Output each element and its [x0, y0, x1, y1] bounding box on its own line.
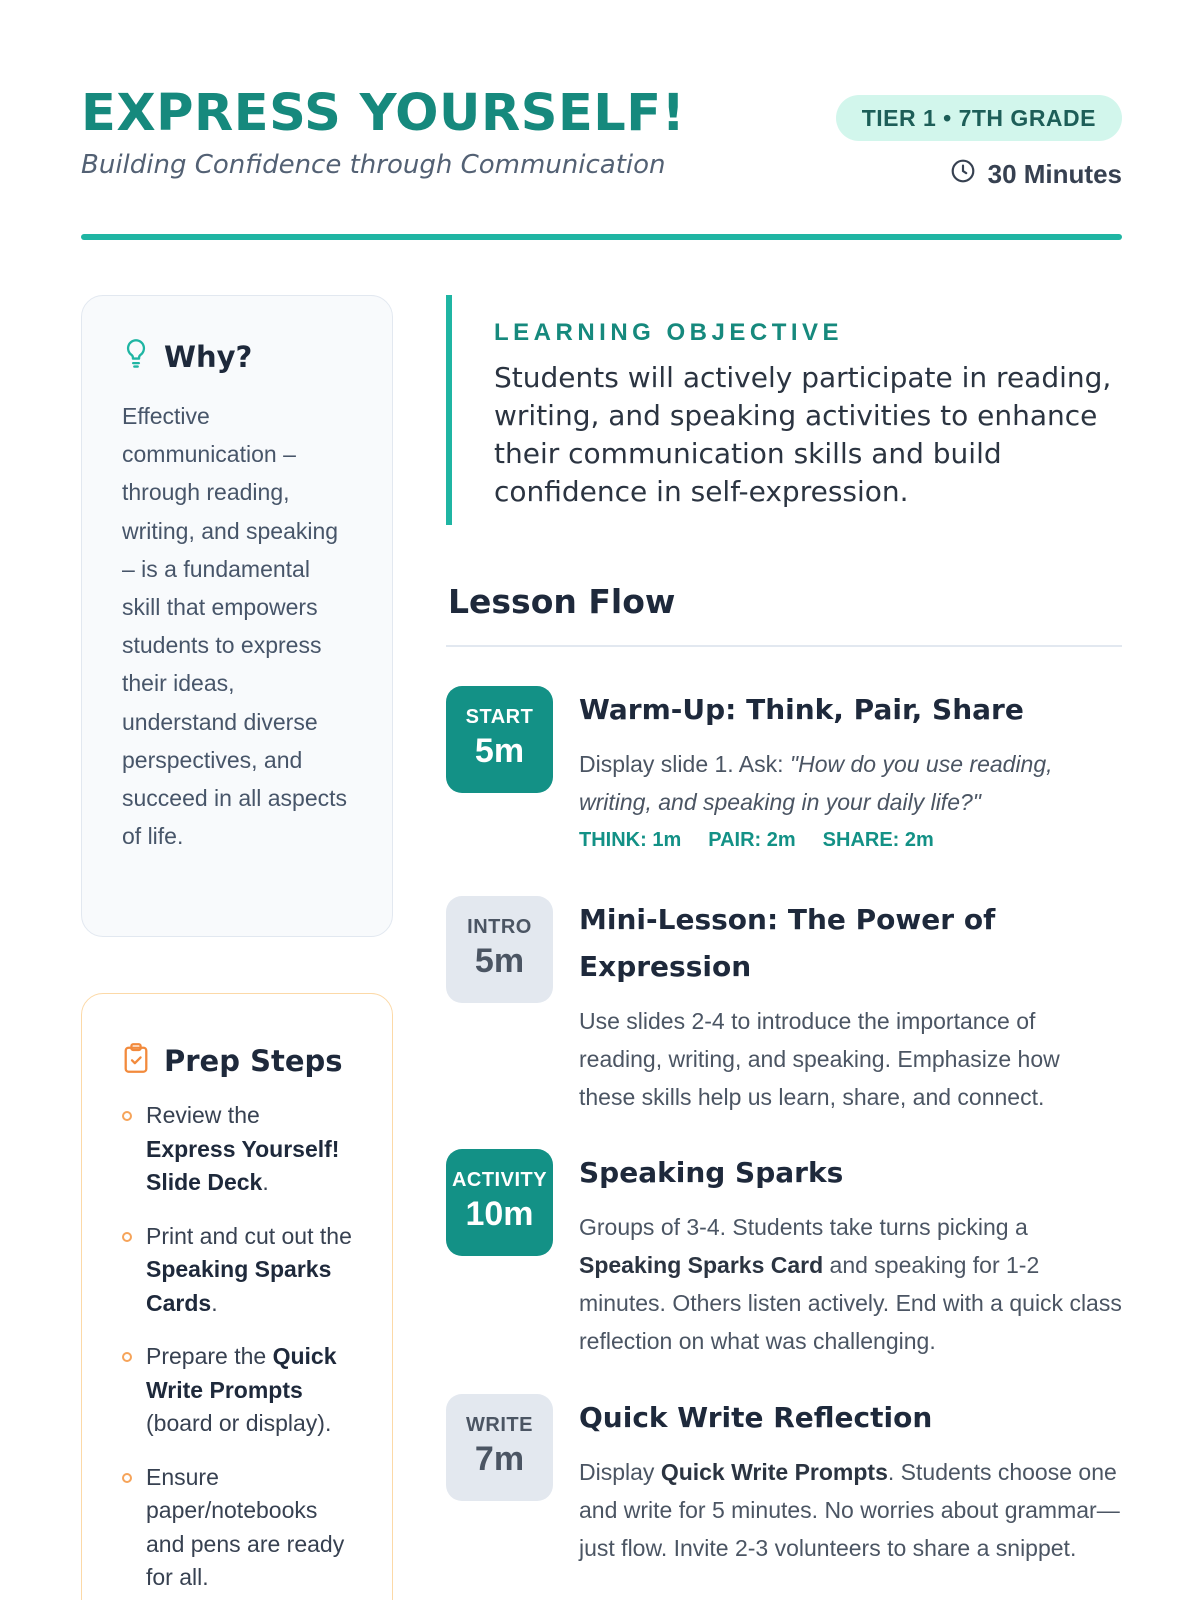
prep-list	[122, 1099, 352, 1595]
duration-text: 30 Minutes	[987, 159, 1122, 189]
timing-pair: PAIR: 2m	[708, 829, 796, 851]
step-title: Warm-Up: Think, Pair, Share	[579, 693, 1024, 726]
page-header	[81, 84, 1122, 244]
step-body	[579, 686, 1122, 852]
lesson-flow-divider	[446, 645, 1122, 647]
step-label: START	[465, 706, 534, 728]
step-body	[579, 1149, 1122, 1360]
step-description: Display Quick Write Prompts. Students choose one and write for 5 minutes. No worries about grammar—just flow. Invite 2-3 volunteers to share a snippet.	[579, 1459, 1120, 1561]
prep-card-header	[122, 1042, 352, 1079]
page-title: EXPRESS YOURSELF!	[81, 84, 686, 143]
header-divider	[81, 234, 1122, 240]
step-description: Groups of 3-4. Students take turns picking a Speaking Sparks Card and speaking for 1-2 minutes. Others listen actively. End with a quick class reflection on what was challenging.	[579, 1214, 1122, 1354]
bullet-icon	[122, 1232, 132, 1242]
prep-item: Ensure paper/notebooks and pens are ready for all.	[122, 1461, 352, 1595]
duration	[950, 158, 1122, 191]
lightbulb-icon	[122, 338, 150, 375]
prep-steps-card	[81, 993, 393, 1600]
step-time-pill	[446, 1149, 553, 1256]
objective-text: Students will actively participate in reading, writing, and speaking activities to enhance their communication skills and build confidence in self-expression.	[494, 361, 1112, 508]
prep-title: Prep Steps	[164, 1043, 343, 1078]
grade-badge: TIER 1 • 7TH GRADE	[836, 95, 1122, 141]
step-timings	[579, 829, 1122, 852]
page-subtitle: Building Confidence through Communication	[81, 150, 666, 180]
why-card	[81, 295, 393, 937]
step-description: Display slide 1. Ask: "How do you use reading, writing, and speaking in your daily life?"	[579, 751, 1053, 815]
why-title: Why?	[164, 339, 253, 374]
prep-item: Print and cut out the Speaking Sparks Cards.	[122, 1220, 352, 1321]
step-time: 5m	[474, 942, 525, 980]
step-title: Mini-Lesson: The Power of Expression	[579, 903, 996, 983]
prep-item: Review the Express Yourself! Slide Deck.	[122, 1099, 352, 1200]
prep-item: Prepare the Quick Write Prompts (board or display).	[122, 1340, 352, 1441]
step-time: 5m	[474, 732, 525, 770]
step-time-pill	[446, 686, 553, 793]
step-time-pill	[446, 1394, 553, 1501]
step-title: Speaking Sparks	[579, 1156, 844, 1189]
step-time: 7m	[474, 1440, 525, 1478]
timing-share: SHARE: 2m	[822, 829, 934, 851]
why-body: Effective communication – through reading, writing, and speaking – is a fundamental skill that empowers students to express their ideas, understand diverse perspectives, and succeed in all aspects of life.	[122, 403, 348, 850]
step-label: WRITE	[466, 1414, 533, 1436]
objective-label: LEARNING OBJECTIVE	[494, 319, 844, 346]
lesson-flow-title: Lesson Flow	[448, 582, 676, 621]
learning-objective	[446, 295, 1122, 525]
clock-icon	[950, 158, 976, 191]
bullet-icon	[122, 1352, 132, 1362]
step-label: ACTIVITY	[451, 1169, 548, 1191]
step-body	[579, 896, 1122, 1116]
step-description: Use slides 2-4 to introduce the importance of reading, writing, and speaking. Emphasize how these skills help us learn, share, and connect.	[579, 1008, 1060, 1110]
step-title: Quick Write Reflection	[579, 1401, 933, 1434]
clipboard-check-icon	[122, 1042, 150, 1079]
bullet-icon	[122, 1111, 132, 1121]
bullet-icon	[122, 1473, 132, 1483]
why-card-header	[122, 338, 352, 375]
step-time-pill	[446, 896, 553, 1003]
step-body	[579, 1394, 1122, 1567]
timing-think: THINK: 1m	[579, 829, 682, 851]
step-label: INTRO	[467, 916, 532, 938]
step-time: 10m	[465, 1195, 534, 1233]
